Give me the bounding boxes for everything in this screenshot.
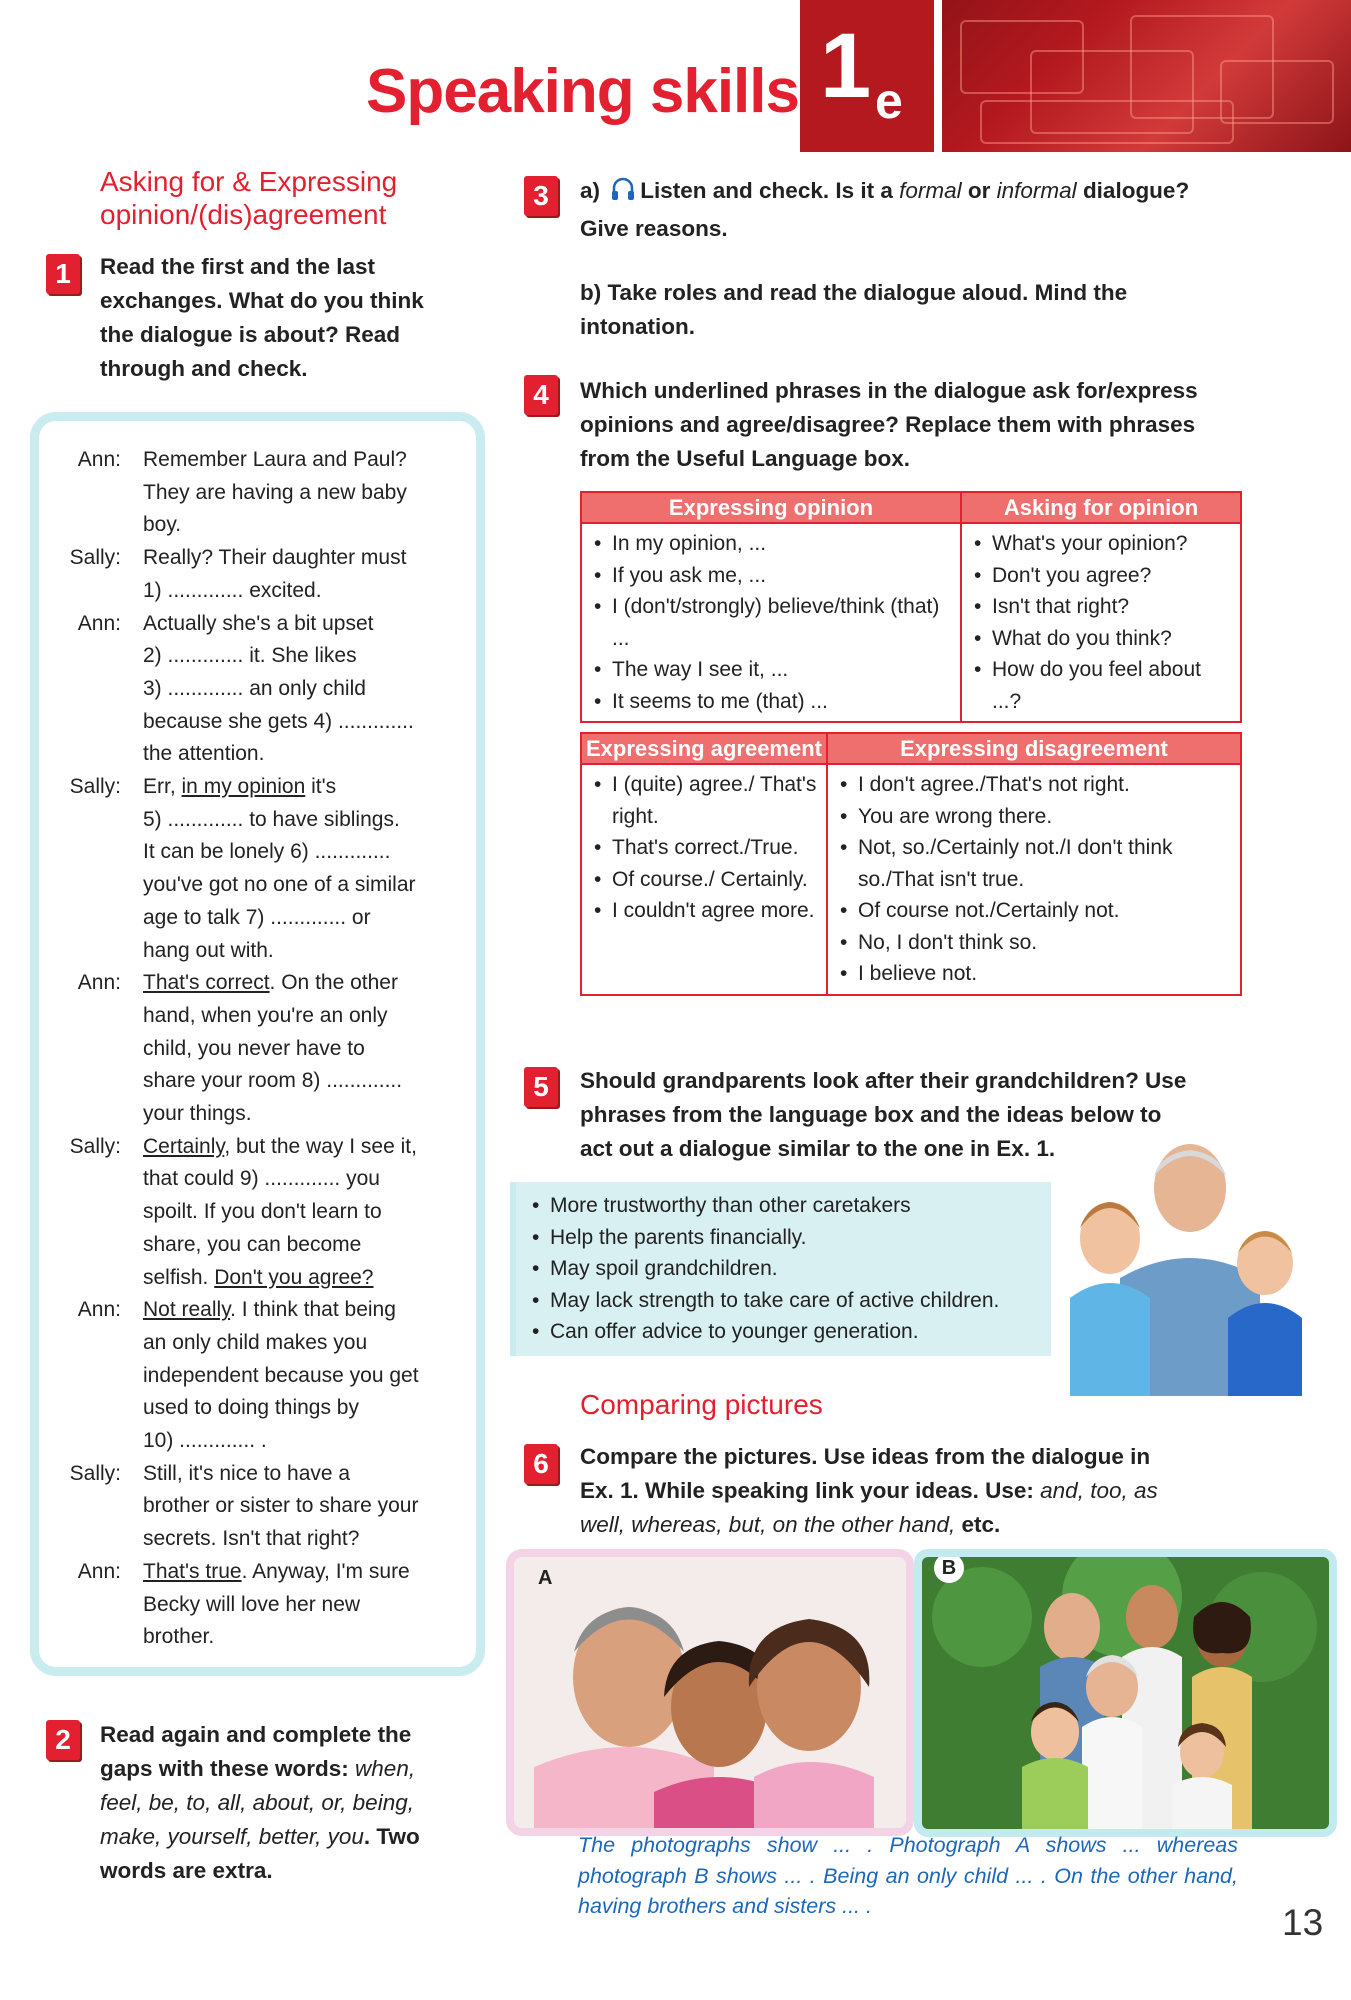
phrase-item: • If you ask me, ... <box>592 560 954 592</box>
instruction-line: Read again and complete the <box>100 1722 412 1747</box>
instruction-word-list: well, whereas, but, on the other hand, <box>580 1512 956 1537</box>
expressing-agreement-list <box>592 769 820 927</box>
expressing-disagreement-heading: Expressing disagreement <box>827 733 1241 764</box>
photo-caption: The photographs show ... . Photograph A shows ... whereas photograph B shows ... . Being an only child ... . On the other hand, having brothers and sisters ... . <box>578 1833 1238 1918</box>
exercise-6-badge: 6 <box>524 1444 558 1484</box>
instruction-line <box>580 1474 1300 1508</box>
dialogue-text: 3) ............. an only child <box>143 676 366 700</box>
instruction-word-list: make, yourself, better, you <box>100 1824 364 1849</box>
dialogue-speaker: Ann: <box>77 1298 121 1322</box>
phrase-item: • How do you feel about ...? <box>972 654 1234 717</box>
instruction-line: Which underlined phrases in the dialogue ask for/express <box>580 378 1198 403</box>
dialogue-text: Certainly, but the way I see it, <box>143 1134 417 1158</box>
instruction-line: Compare the pictures. Use ideas from the dialogue in <box>580 1444 1151 1469</box>
instruction-word: informal <box>996 178 1077 203</box>
dialogue-text: spoilt. If you don't learn to <box>143 1200 382 1224</box>
dialogue-speaker: Sally: <box>69 1134 121 1158</box>
instruction-line: act out a dialogue similar to the one in Ex. 1. <box>580 1136 1056 1161</box>
unit-number: 1 <box>820 15 872 117</box>
opinion-table <box>580 491 1242 723</box>
dialogue-text: independent because you get <box>143 1363 419 1387</box>
instruction-line <box>100 1752 470 1786</box>
instruction-text: Listen and check. Is it a <box>640 178 900 203</box>
instruction-text: etc. <box>955 1512 1001 1537</box>
phrase-item: • What do you think? <box>972 623 1234 655</box>
dialogue-text: Not really. I think that being <box>143 1298 396 1322</box>
unit-divider <box>934 0 942 152</box>
dialogue-speaker: Sally: <box>69 1461 121 1485</box>
instruction-line: from the Useful Language box. <box>580 446 911 471</box>
photo-b <box>914 1549 1337 1837</box>
instruction-line: Read the first and the last <box>100 254 376 279</box>
instruction-line: Give reasons. <box>580 216 728 241</box>
idea-item: • Help the parents financially. <box>530 1222 1051 1254</box>
instruction-line: b) Take roles and read the dialogue aloud. Mind the <box>580 280 1128 305</box>
dialogue-text: used to doing things by <box>143 1396 359 1420</box>
instruction-line <box>100 1820 470 1854</box>
instruction-line: phrases from the language box and the ideas below to <box>580 1102 1162 1127</box>
exercise-4-instruction <box>580 374 1300 476</box>
dialogue-text: brother or sister to share your <box>143 1494 419 1518</box>
dialogue-text: your things. <box>143 1102 252 1125</box>
dialogue-text: age to talk 7) ............. or <box>143 905 371 929</box>
exercise-6-instruction <box>580 1440 1300 1542</box>
instruction-line: the dialogue is about? Read <box>100 322 401 347</box>
dialogue-speaker: Sally: <box>69 775 121 798</box>
idea-item: • May spoil grandchildren. <box>530 1253 1051 1285</box>
section-heading-line: Asking for & Expressing <box>100 166 398 197</box>
dialogue-box <box>30 412 485 1676</box>
dialogue-text: 5) ............. to have siblings. <box>143 807 400 831</box>
idea-item: • Can offer advice to younger generation. <box>530 1316 1051 1348</box>
agreement-table <box>580 732 1242 996</box>
instruction-line: Should grandparents look after their grandchildren? Use <box>580 1068 1187 1093</box>
exercise-2-badge: 2 <box>46 1720 80 1760</box>
dialogue-text: brother. <box>143 1625 215 1649</box>
instruction-line <box>100 1786 470 1820</box>
dialogue-text: hand, when you're an only <box>143 1003 388 1027</box>
phrase-item: • You are wrong there. <box>838 801 1234 833</box>
expressing-opinion-cell <box>581 523 961 722</box>
dialogue-text: child, you never have to <box>143 1036 365 1060</box>
expressing-opinion-list <box>592 528 954 717</box>
exercise-1-instruction <box>100 250 424 386</box>
asking-opinion-list <box>972 528 1234 717</box>
ideas-list <box>516 1182 1051 1348</box>
underlined-phrase: Not really <box>143 1298 231 1322</box>
dialogue-text: that could 9) ............. you <box>143 1167 380 1191</box>
unit-letter: e <box>875 73 903 129</box>
expressing-opinion-heading: Expressing opinion <box>581 492 961 523</box>
phrase-item: • What's your opinion? <box>972 528 1234 560</box>
asking-opinion-heading: Asking for opinion <box>961 492 1241 523</box>
instruction-text: . Two <box>363 1824 420 1849</box>
dialogue-text: 10) ............. . <box>143 1429 267 1452</box>
dialogue-speaker: Sally: <box>69 546 121 570</box>
instruction-text: Ex. 1. While speaking link your ideas. Use: <box>580 1478 1041 1503</box>
instruction-line <box>580 174 1300 212</box>
exercise-3-badge: 3 <box>524 176 558 216</box>
exercise-5-badge: 5 <box>524 1067 558 1107</box>
dialogue-text: They are having a new baby <box>143 480 407 504</box>
exercise-3-instruction <box>580 174 1300 344</box>
phrase-item: • It seems to me (that) ... <box>592 686 954 718</box>
phrase-item: • No, I don't think so. <box>838 927 1234 959</box>
phrase-item: • I don't agree./That's not right. <box>838 769 1234 801</box>
ideas-box <box>510 1182 1051 1356</box>
phrase-item: • In my opinion, ... <box>592 528 954 560</box>
dialogue-text: you've got no one of a similar <box>143 873 416 897</box>
phrase-item: • I couldn't agree more. <box>592 895 820 927</box>
idea-item: • May lack strength to take care of active children. <box>530 1285 1051 1317</box>
photo-b-label: B <box>934 1553 964 1583</box>
underlined-phrase: Certainly <box>143 1134 225 1158</box>
phrase-item: • Don't you agree? <box>972 560 1234 592</box>
dialogue-text: Err, in my opinion it's <box>143 775 337 798</box>
instruction-word: formal <box>899 178 962 203</box>
underlined-phrase: in my opinion <box>181 775 306 798</box>
expressing-agreement-heading: Expressing agreement <box>581 733 827 764</box>
dialogue-text: share, you can become <box>143 1232 362 1256</box>
spacer <box>580 246 1300 276</box>
underlined-phrase: That's true <box>143 1559 242 1583</box>
instruction-line <box>580 1508 1300 1542</box>
page-title: Speaking skills <box>366 57 799 126</box>
dialogue-text: hang out with. <box>143 938 274 962</box>
phrase-item: • The way I see it, ... <box>592 654 954 686</box>
instruction-text: gaps with these words: <box>100 1756 356 1781</box>
dialogue-text: boy. <box>143 513 182 537</box>
page-number: 13 <box>1282 1902 1324 1943</box>
dialogue-text: because she gets 4) ............. <box>143 709 414 733</box>
dialogue-text: Actually she's a bit upset <box>143 611 374 635</box>
expressing-agreement-cell <box>581 764 827 995</box>
instruction-line: through and check. <box>100 356 308 381</box>
phrase-item: • I (don't/strongly) believe/think (that) ... <box>592 591 954 654</box>
phrase-item: • Isn't that right? <box>972 591 1234 623</box>
exercise-4-badge: 4 <box>524 375 558 415</box>
exercise-2-instruction <box>100 1718 470 1888</box>
dialogue-text: That's correct. On the other <box>143 971 398 995</box>
dialogue-speaker: Ann: <box>77 611 121 635</box>
instruction-line: intonation. <box>580 314 695 339</box>
phrase-item: • I believe not. <box>838 958 1234 990</box>
grandfather-photo <box>1050 1128 1320 1396</box>
section-heading <box>100 165 397 231</box>
expressing-disagreement-list <box>838 769 1234 990</box>
instruction-text: dialogue? <box>1076 178 1190 203</box>
dialogue-text: 1) ............. excited. <box>143 578 322 602</box>
phrase-item: • Of course./ Certainly. <box>592 864 820 896</box>
dialogue-speaker: Ann: <box>77 448 121 471</box>
underlined-phrase: Don't you agree? <box>214 1265 374 1289</box>
headphones-icon <box>610 176 636 212</box>
photo-a <box>506 1549 914 1836</box>
dialogue-text: Still, it's nice to have a <box>143 1461 351 1485</box>
dialogue-text: the attention. <box>143 742 265 766</box>
phrase-item: • Of course not./Certainly not. <box>838 895 1234 927</box>
phrase-item: • That's correct./True. <box>592 832 820 864</box>
dialogue-text: Really? Their daughter must <box>143 546 407 570</box>
dialogue-text: 2) ............. it. She likes <box>143 644 357 668</box>
section-heading-line: opinion/(dis)agreement <box>100 199 387 230</box>
dialogue-text: Remember Laura and Paul? <box>143 448 407 471</box>
instruction-word-list: and, too, as <box>1040 1478 1158 1503</box>
dialogue-speaker: Ann: <box>77 1559 121 1583</box>
idea-item: • More trustworthy than other caretakers <box>530 1190 1051 1222</box>
instruction-word-list: when, <box>355 1756 416 1781</box>
exercise-1-badge: 1 <box>46 254 80 294</box>
underlined-phrase: That's correct <box>143 971 270 995</box>
asking-opinion-cell <box>961 523 1241 722</box>
phrase-item: • I (quite) agree./ That's right. <box>592 769 820 832</box>
instruction-text: or <box>961 178 997 203</box>
comparing-pictures-heading: Comparing pictures <box>580 1389 823 1420</box>
dialogue-text: It can be lonely 6) ............. <box>143 840 391 864</box>
dialogue-text: an only child makes you <box>143 1330 368 1354</box>
instruction-line: exchanges. What do you think <box>100 288 424 313</box>
dialogue-text: share your room 8) ............. <box>143 1069 403 1093</box>
dialogue-text: That's true. Anyway, I'm sure <box>143 1559 410 1583</box>
dialogue-text: Becky will love her new <box>143 1592 361 1616</box>
phrase-item: • Not, so./Certainly not./I don't think so./That isn't true. <box>838 832 1234 895</box>
expressing-disagreement-cell <box>827 764 1241 995</box>
dialogue-speaker: Ann: <box>77 971 121 995</box>
dialogue-text: secrets. Isn't that right? <box>143 1527 360 1551</box>
instruction-line: words are extra. <box>100 1858 273 1883</box>
photo-a-label: A <box>538 1567 553 1589</box>
part-a-label: a) <box>580 178 601 203</box>
instruction-line: opinions and agree/disagree? Replace them with phrases <box>580 412 1196 437</box>
instruction-word-list: feel, be, to, all, about, or, being, <box>100 1790 414 1815</box>
dialogue-text: selfish. Don't you agree? <box>143 1265 374 1289</box>
